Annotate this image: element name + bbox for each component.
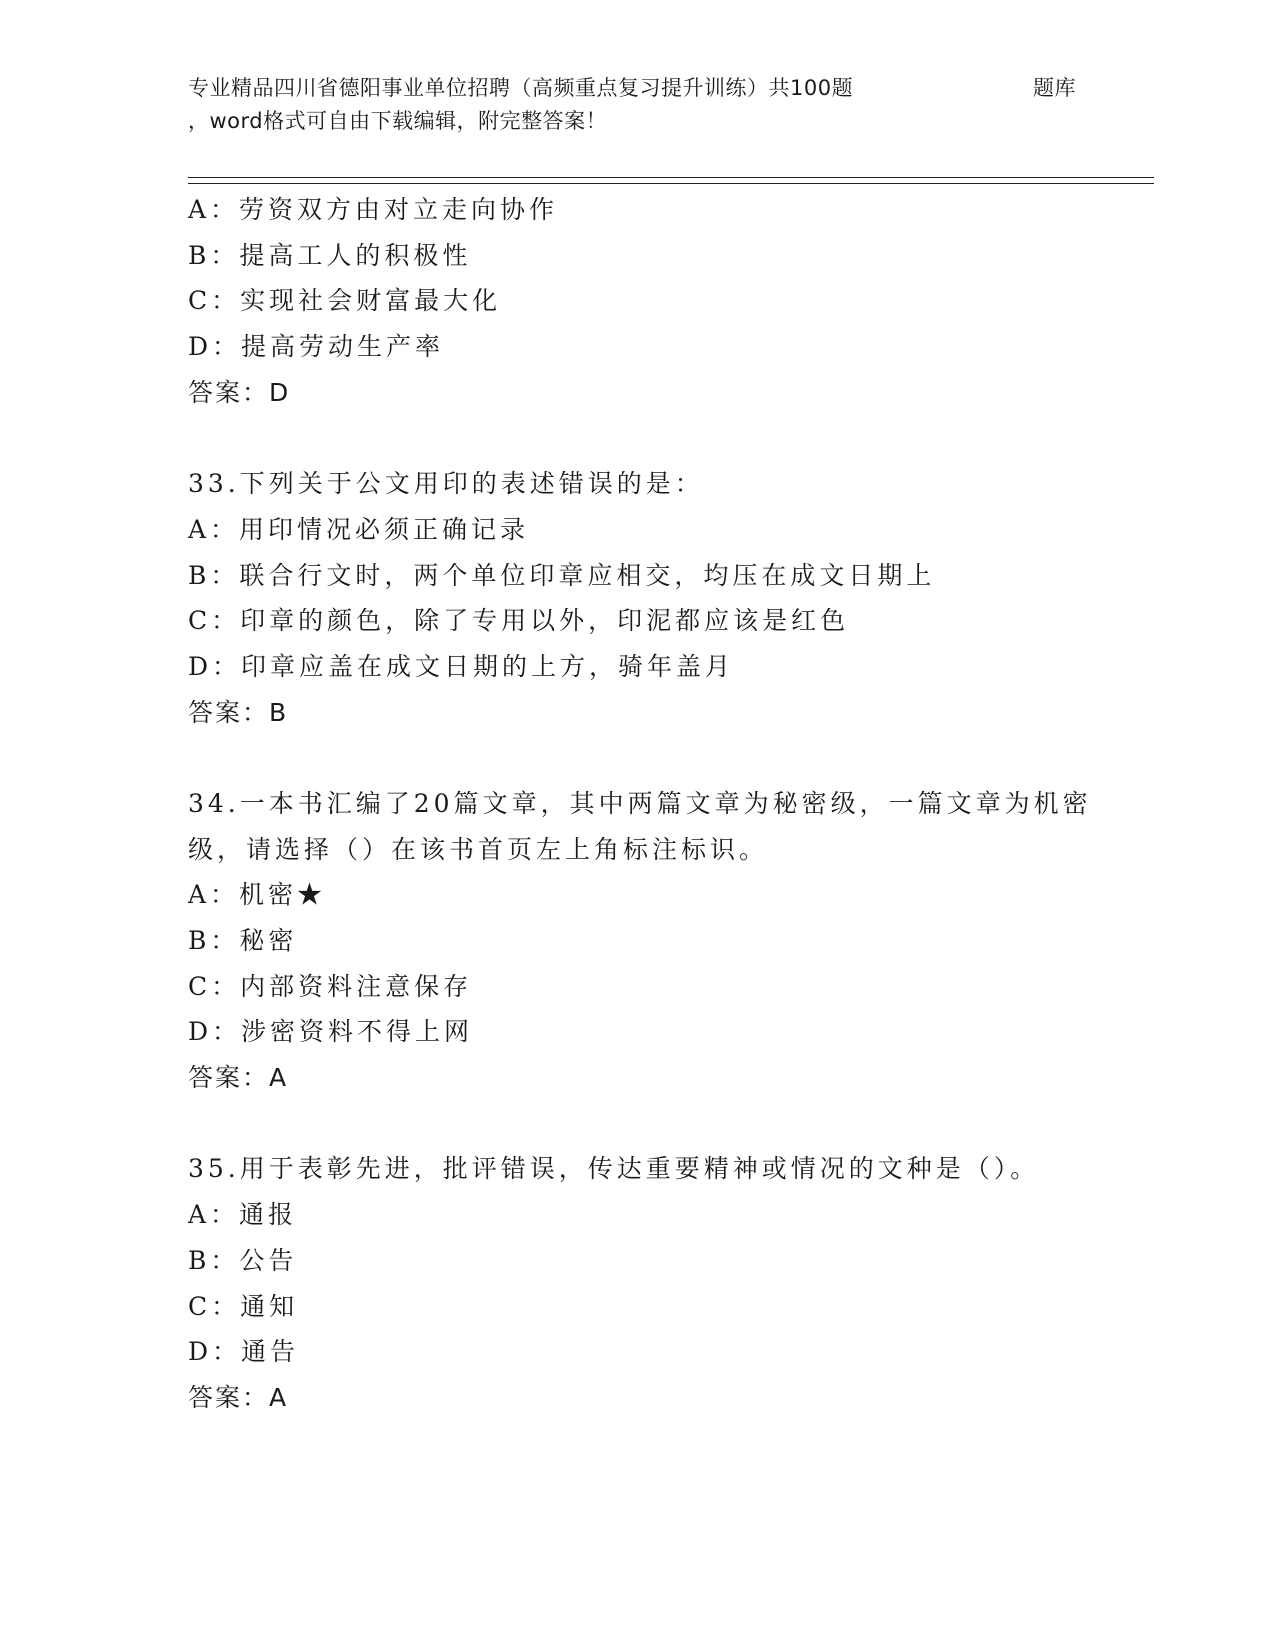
- question-stem: 34.一本书汇编了20篇文章，其中两篇文章为秘密级，一篇文章为机密级，请选择（）在该书首页左上角标注标识。: [188, 788, 1092, 864]
- question-block-33: [188, 461, 1148, 735]
- question-content: [188, 187, 1148, 1421]
- document-subtitle: ，word格式可自由下载编辑，附完整答案！: [188, 109, 608, 133]
- document-tag: 题库: [1033, 76, 1076, 100]
- option-d: D：通告: [188, 1337, 300, 1367]
- answer-line: 答案：A: [188, 1382, 289, 1412]
- option-c: C：内部资料注意保存: [188, 971, 473, 1001]
- option-d: D：涉密资料不得上网: [188, 1017, 474, 1047]
- option-b: B：秘密: [188, 926, 298, 956]
- option-b: B：公告: [188, 1245, 298, 1275]
- option-a: A：用印情况必须正确记录: [188, 514, 530, 544]
- option-b: B：联合行文时，两个单位印章应相交，均压在成文日期上: [188, 560, 936, 590]
- answer-line: 答案：A: [188, 1063, 289, 1093]
- option-b: B：提高工人的积极性: [188, 240, 472, 270]
- question-block-continued: [188, 187, 1148, 415]
- question-stem: 33.下列关于公文用印的表述错误的是：: [188, 469, 704, 499]
- option-c: C：印章的颜色，除了专用以外，印泥都应该是红色: [188, 606, 850, 636]
- option-d: D：印章应盖在成文日期的上方，骑年盖月: [188, 651, 735, 681]
- option-a: A：机密★: [188, 880, 327, 910]
- answer-line: 答案：D: [188, 377, 291, 407]
- option-a: A：劳资双方由对立走向协作: [188, 195, 559, 224]
- document-header: [188, 72, 1148, 138]
- document-title: 专业精品四川省德阳事业单位招聘（高频重点复习提升训练）共100题: [188, 76, 854, 100]
- option-c: C：通知: [188, 1291, 299, 1321]
- header-line-1: [188, 72, 1148, 105]
- answer-line: 答案：B: [188, 697, 289, 727]
- header-divider-bottom: [188, 183, 1154, 184]
- question-block-35: [188, 1146, 1148, 1420]
- question-block-34: [188, 781, 1148, 1101]
- option-c: C：实现社会财富最大化: [188, 286, 502, 316]
- header-divider-top: [188, 177, 1154, 178]
- option-d: D：提高劳动生产率: [188, 332, 445, 362]
- option-a: A：通报: [188, 1200, 298, 1230]
- question-stem: 35.用于表彰先进，批评错误，传达重要精神或情况的文种是（）。: [188, 1154, 1040, 1184]
